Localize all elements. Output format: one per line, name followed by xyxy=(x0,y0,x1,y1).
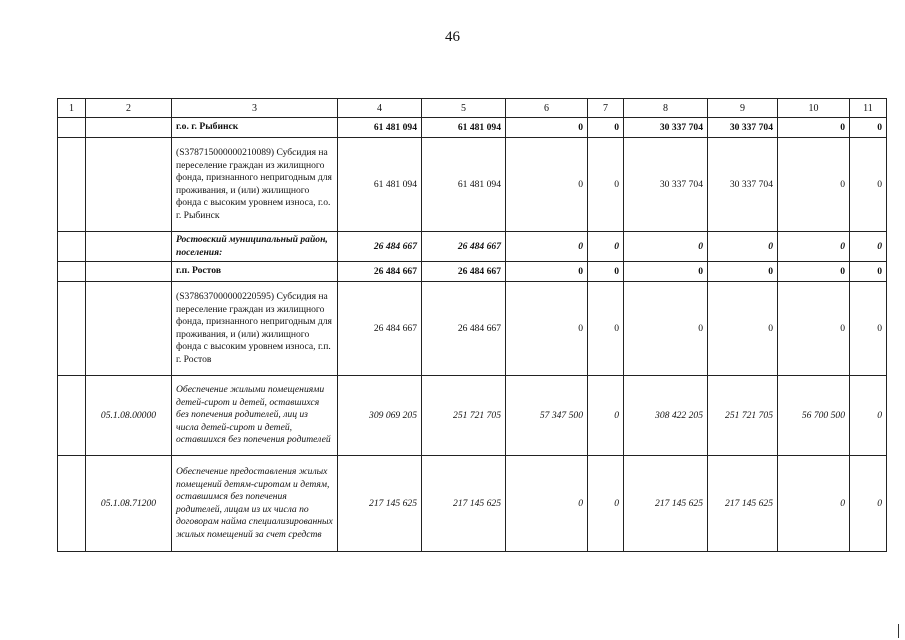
page-number: 46 xyxy=(445,29,460,45)
value-cell: 0 xyxy=(850,282,887,376)
value-cell: 0 xyxy=(778,232,850,262)
value-cell: 0 xyxy=(624,232,708,262)
row-index-cell xyxy=(58,138,86,232)
value-cell: 217 145 625 xyxy=(624,456,708,552)
column-header: 10 xyxy=(778,99,850,118)
value-cell: 30 337 704 xyxy=(708,138,778,232)
table-row xyxy=(58,232,887,262)
value-cell: 0 xyxy=(588,456,624,552)
value-cell: 30 337 704 xyxy=(624,138,708,232)
value-cell: 0 xyxy=(850,456,887,552)
name-cell: г.п. Ростов xyxy=(172,262,338,282)
value-cell: 0 xyxy=(778,282,850,376)
row-index-cell xyxy=(58,118,86,138)
value-cell: 0 xyxy=(588,376,624,456)
value-cell: 0 xyxy=(506,262,588,282)
table-row xyxy=(58,282,887,376)
value-cell: 26 484 667 xyxy=(422,262,506,282)
name-cell: г.о. г. Рыбинск xyxy=(172,118,338,138)
value-cell: 0 xyxy=(588,118,624,138)
value-cell: 26 484 667 xyxy=(422,232,506,262)
row-index-cell xyxy=(58,232,86,262)
value-cell: 217 145 625 xyxy=(422,456,506,552)
table-row xyxy=(58,118,887,138)
column-header: 8 xyxy=(624,99,708,118)
table-header-row xyxy=(58,99,887,118)
value-cell: 0 xyxy=(708,282,778,376)
row-index-cell xyxy=(58,282,86,376)
row-index-cell xyxy=(58,456,86,552)
value-cell: 0 xyxy=(850,138,887,232)
code-cell xyxy=(86,262,172,282)
value-cell: 26 484 667 xyxy=(338,262,422,282)
value-cell: 26 484 667 xyxy=(338,232,422,262)
name-cell: (S378715000000210089) Субсидия на переселение граждан из жилищного фонда, признанного непригодным для проживания, и (или) жилищного фонда с высоким уровнем износа, г.о. г. Рыбинск xyxy=(172,138,338,232)
value-cell: 0 xyxy=(506,118,588,138)
value-cell: 57 347 500 xyxy=(506,376,588,456)
value-cell: 0 xyxy=(588,138,624,232)
value-cell: 26 484 667 xyxy=(338,282,422,376)
value-cell: 0 xyxy=(778,118,850,138)
value-cell: 26 484 667 xyxy=(422,282,506,376)
code-cell xyxy=(86,118,172,138)
column-header: 4 xyxy=(338,99,422,118)
margin-mark xyxy=(898,624,899,638)
value-cell: 61 481 094 xyxy=(422,118,506,138)
name-cell: (S378637000000220595) Субсидия на переселение граждан из жилищного фонда, признанного непригодным для проживания, и (или) жилищного фонда с высоким уровнем износа, г.п. г. Ростов xyxy=(172,282,338,376)
value-cell: 0 xyxy=(506,282,588,376)
value-cell: 217 145 625 xyxy=(338,456,422,552)
value-cell: 0 xyxy=(850,262,887,282)
value-cell: 0 xyxy=(850,118,887,138)
value-cell: 0 xyxy=(506,232,588,262)
value-cell: 0 xyxy=(624,262,708,282)
table-row xyxy=(58,262,887,282)
code-cell xyxy=(86,232,172,262)
value-cell: 309 069 205 xyxy=(338,376,422,456)
name-cell: Обеспечение предоставления жилых помещений детям-сиротам и детям, оставшимся без попечения родителей, лицам из их числа по договорам найма специализированных жилых помещений за счет средств xyxy=(172,456,338,552)
value-cell: 0 xyxy=(850,232,887,262)
value-cell: 56 700 500 xyxy=(778,376,850,456)
value-cell: 61 481 094 xyxy=(338,138,422,232)
value-cell: 308 422 205 xyxy=(624,376,708,456)
table-row xyxy=(58,456,887,552)
value-cell: 0 xyxy=(850,376,887,456)
value-cell: 0 xyxy=(588,282,624,376)
code-cell xyxy=(86,138,172,232)
value-cell: 61 481 094 xyxy=(422,138,506,232)
row-index-cell xyxy=(58,262,86,282)
column-header: 11 xyxy=(850,99,887,118)
value-cell: 30 337 704 xyxy=(708,118,778,138)
budget-table xyxy=(57,98,887,552)
value-cell: 0 xyxy=(624,282,708,376)
value-cell: 0 xyxy=(708,232,778,262)
value-cell: 251 721 705 xyxy=(422,376,506,456)
value-cell: 0 xyxy=(778,456,850,552)
value-cell: 0 xyxy=(778,138,850,232)
value-cell: 0 xyxy=(506,138,588,232)
name-cell: Ростовский муниципальный район, поселения: xyxy=(172,232,338,262)
table-row xyxy=(58,138,887,232)
value-cell: 0 xyxy=(778,262,850,282)
value-cell: 61 481 094 xyxy=(338,118,422,138)
value-cell: 0 xyxy=(506,456,588,552)
value-cell: 251 721 705 xyxy=(708,376,778,456)
name-cell: Обеспечение жилыми помещениями детей-сирот и детей, оставшихся без попечения родителей, лиц из числа детей-сирот и детей, оставшихся без попечения родителей xyxy=(172,376,338,456)
column-header: 1 xyxy=(58,99,86,118)
column-header: 7 xyxy=(588,99,624,118)
value-cell: 30 337 704 xyxy=(624,118,708,138)
column-header: 9 xyxy=(708,99,778,118)
code-cell: 05.1.08.71200 xyxy=(86,456,172,552)
code-cell xyxy=(86,282,172,376)
code-cell: 05.1.08.00000 xyxy=(86,376,172,456)
column-header: 5 xyxy=(422,99,506,118)
value-cell: 0 xyxy=(588,262,624,282)
column-header: 6 xyxy=(506,99,588,118)
value-cell: 0 xyxy=(588,232,624,262)
column-header: 2 xyxy=(86,99,172,118)
row-index-cell xyxy=(58,376,86,456)
table-row xyxy=(58,376,887,456)
column-header: 3 xyxy=(172,99,338,118)
value-cell: 0 xyxy=(708,262,778,282)
value-cell: 217 145 625 xyxy=(708,456,778,552)
